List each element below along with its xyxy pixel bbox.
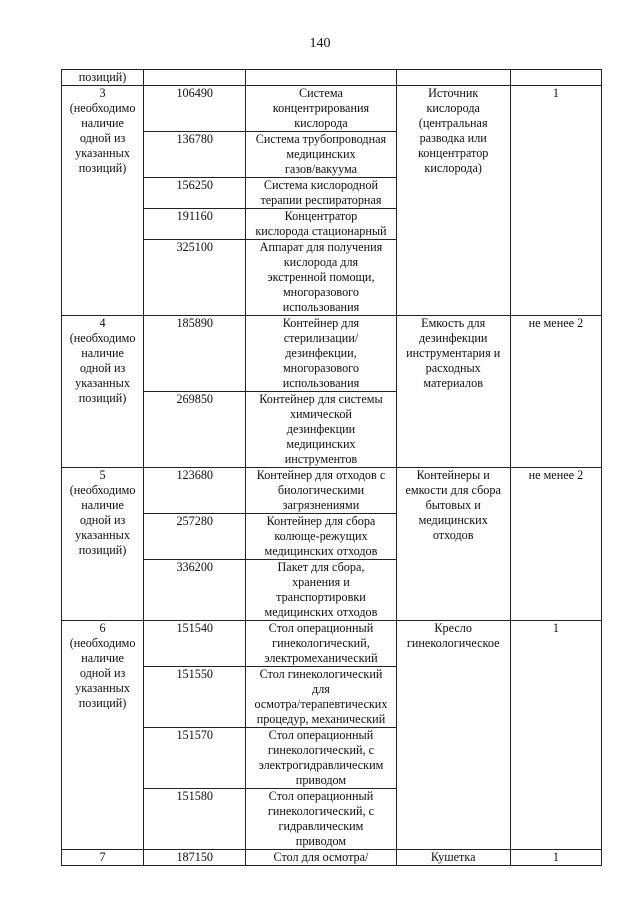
item-name-cell-line: медицинских (286, 147, 356, 161)
group-number-cell: 7 (62, 850, 144, 866)
equipment-name-cell-line: Емкость для (421, 316, 486, 330)
group-number: 6 (99, 621, 106, 635)
item-name-cell-line: гидравлическим (278, 819, 364, 833)
item-name-cell-line: Аппарат для получения (259, 240, 383, 254)
item-name-cell (246, 132, 396, 178)
item-name-cell (246, 621, 396, 667)
table-row (62, 468, 602, 514)
equipment-name-cell-line: разводка или (419, 131, 487, 145)
equipment-name-cell-line: расходных (425, 361, 481, 375)
code-cell: 151540 (144, 621, 246, 667)
item-name-cell (246, 240, 396, 316)
item-name-cell-line: электрогидравлическим (258, 758, 384, 772)
item-name-cell-line: Система трубопроводная (255, 132, 387, 146)
item-name-cell-line: хранения и (292, 575, 350, 589)
item-name-cell-line: дезинфекции (286, 422, 356, 436)
item-name-cell (246, 316, 396, 392)
equipment-name-cell (396, 70, 510, 86)
table-row (62, 86, 602, 132)
item-name-cell-line: Стол для осмотра/ (273, 850, 369, 864)
item-name-cell-line: использования (282, 300, 360, 314)
item-name-cell-line: кислорода для (283, 255, 359, 269)
item-name-cell (246, 850, 396, 866)
equipment-name-cell-line: кислорода (426, 101, 480, 115)
item-name-cell-line: электромеханический (264, 651, 378, 665)
item-name-cell-line: кислорода стационарный (255, 224, 387, 238)
group-number-cell (62, 316, 144, 468)
item-name-cell-line: для (312, 682, 330, 696)
group-note-line: наличие (81, 346, 124, 360)
equipment-name-cell (396, 86, 510, 316)
equipment-name-cell-line: кислорода) (424, 161, 482, 175)
group-note-line: одной из (79, 513, 126, 527)
equipment-table-body (62, 70, 602, 866)
equipment-name-cell-line: бытовых и (425, 498, 481, 512)
code-cell: 325100 (144, 240, 246, 316)
group-note-line: (необходимо (69, 636, 136, 650)
item-name-cell-line: Контейнер для (282, 316, 360, 330)
item-name-cell-line: концентрирования (272, 101, 370, 115)
group-note-line: указанных (75, 376, 130, 390)
item-name-cell (246, 70, 396, 86)
group-number-cell (62, 86, 144, 316)
page-number: 140 (309, 36, 331, 51)
quantity-cell: 1 (510, 850, 601, 866)
code-cell: 269850 (144, 392, 246, 468)
group-note-line: (необходимо (69, 101, 136, 115)
equipment-name-cell (396, 850, 510, 866)
code-cell: 187150 (144, 850, 246, 866)
item-name-cell (246, 468, 396, 514)
group-note-line: одной из (79, 361, 126, 375)
group-note-line: (необходимо (69, 483, 136, 497)
code-cell: 123680 (144, 468, 246, 514)
item-name-cell (246, 667, 396, 728)
group-number-cell (62, 621, 144, 850)
equipment-name-cell-line: инструментария и (406, 346, 501, 360)
item-name-cell-line: Стол операционный (268, 789, 374, 803)
item-name-cell-line: процедур, механический (256, 712, 386, 726)
group-note-line: позиций) (78, 161, 127, 175)
item-name-cell-line: медицинских отходов (264, 605, 378, 619)
item-name-cell-line: гинекологический, с (267, 743, 375, 757)
item-name-cell (246, 560, 396, 621)
table-row-continued (62, 70, 602, 86)
item-name-cell-line: Концентратор (284, 209, 358, 223)
group-note-line: (необходимо (69, 331, 136, 345)
equipment-name-cell-line: (центральная (418, 116, 488, 130)
code-cell: 185890 (144, 316, 246, 392)
item-name-cell-line: приводом (295, 773, 347, 787)
group-note-line: одной из (79, 666, 126, 680)
item-name-cell-line: Контейнер для сбора (266, 514, 376, 528)
group-number-cell: позиций) (62, 70, 144, 86)
code-cell: 156250 (144, 178, 246, 209)
item-name-cell-line: химической (289, 407, 352, 421)
code-cell: 336200 (144, 560, 246, 621)
equipment-name-cell-line: материалов (423, 376, 483, 390)
item-name-cell-line: дезинфекции, (285, 346, 357, 360)
item-name-cell (246, 789, 396, 850)
item-name-cell-line: транспортировки (276, 590, 366, 604)
equipment-name-cell-line: отходов (432, 528, 474, 542)
item-name-cell-line: Контейнер для системы (259, 392, 383, 406)
item-name-cell-line: кислорода (294, 116, 348, 130)
item-name-cell-line: медицинских (286, 437, 356, 451)
item-name-cell-line: приводом (295, 834, 347, 848)
table-row (62, 621, 602, 667)
equipment-name-cell-line: гинекологическое (406, 636, 500, 650)
item-name-cell-line: экстренной помощи, (267, 270, 375, 284)
group-note-line: указанных (75, 146, 130, 160)
equipment-name-cell (396, 621, 510, 850)
item-name-cell-line: многоразового (282, 285, 359, 299)
group-note-line: позиций) (78, 391, 127, 405)
group-note-line: наличие (81, 651, 124, 665)
group-number-cell (62, 468, 144, 621)
code-cell: 191160 (144, 209, 246, 240)
code-cell: 136780 (144, 132, 246, 178)
table-row (62, 850, 602, 866)
item-name-cell-line: Система (299, 86, 343, 100)
group-number: 4 (99, 316, 106, 330)
item-name-cell (246, 392, 396, 468)
group-note-line: наличие (81, 498, 124, 512)
item-name-cell-line: гинекологический, с (267, 804, 375, 818)
item-name-cell-line: инструментов (284, 452, 358, 466)
code-cell: 151580 (144, 789, 246, 850)
equipment-name-cell-line: Источник (428, 86, 479, 100)
group-number: 3 (99, 86, 106, 100)
table-row (62, 316, 602, 392)
group-note-line: одной из (79, 131, 126, 145)
item-name-cell-line: колюще-режущих (274, 529, 368, 543)
group-note-line: указанных (75, 681, 130, 695)
equipment-name-cell-line: дезинфекции (418, 331, 488, 345)
equipment-table (61, 69, 602, 866)
group-note-line: указанных (75, 528, 130, 542)
quantity-cell: 1 (510, 621, 601, 850)
item-name-cell-line: гинекологический, (272, 636, 370, 650)
code-cell: 257280 (144, 514, 246, 560)
equipment-name-cell-line: емкости для сбора (405, 483, 501, 497)
item-name-cell-line: Стол гинекологический (259, 667, 383, 681)
item-name-cell-line: загрязнениями (282, 498, 360, 512)
item-name-cell-line: газов/вакуума (284, 162, 358, 176)
equipment-name-cell-line: медицинских (418, 513, 488, 527)
item-name-cell-line: Стол операционный (268, 621, 374, 635)
item-name-cell (246, 209, 396, 240)
equipment-name-cell (396, 468, 510, 621)
quantity-cell: не менее 2 (510, 468, 601, 621)
group-note-line: позиций) (78, 696, 127, 710)
item-name-cell-line: осмотра/терапевтических (254, 697, 388, 711)
code-cell: 106490 (144, 86, 246, 132)
item-name-cell-line: Контейнер для отходов с (256, 468, 386, 482)
item-name-cell (246, 86, 396, 132)
quantity-cell (510, 70, 601, 86)
group-number: 5 (99, 468, 106, 482)
item-name-cell-line: многоразового (282, 361, 359, 375)
code-cell: 151550 (144, 667, 246, 728)
equipment-name-cell (396, 316, 510, 468)
item-name-cell-line: использования (282, 376, 360, 390)
item-name-cell (246, 178, 396, 209)
equipment-name-cell-line: Кушетка (430, 850, 476, 864)
code-cell: 151570 (144, 728, 246, 789)
group-note-line: наличие (81, 116, 124, 130)
equipment-name-cell-line: Контейнеры и (416, 468, 490, 482)
quantity-cell: не менее 2 (510, 316, 601, 468)
item-name-cell-line: Стол операционный (268, 728, 374, 742)
item-name-cell-line: Система кислородной (263, 178, 378, 192)
group-note-line: позиций) (78, 543, 127, 557)
equipment-name-cell-line: Кресло (434, 621, 472, 635)
item-name-cell-line: Пакет для сбора, (277, 560, 365, 574)
item-name-cell (246, 514, 396, 560)
item-name-cell-line: терапии респираторная (260, 193, 382, 207)
quantity-cell: 1 (510, 86, 601, 316)
item-name-cell-line: стерилизации/ (283, 331, 359, 345)
code-cell (144, 70, 246, 86)
item-name-cell-line: биологическими (277, 483, 365, 497)
item-name-cell-line: медицинских отходов (264, 544, 378, 558)
equipment-name-cell-line: концентратор (418, 146, 489, 160)
item-name-cell (246, 728, 396, 789)
